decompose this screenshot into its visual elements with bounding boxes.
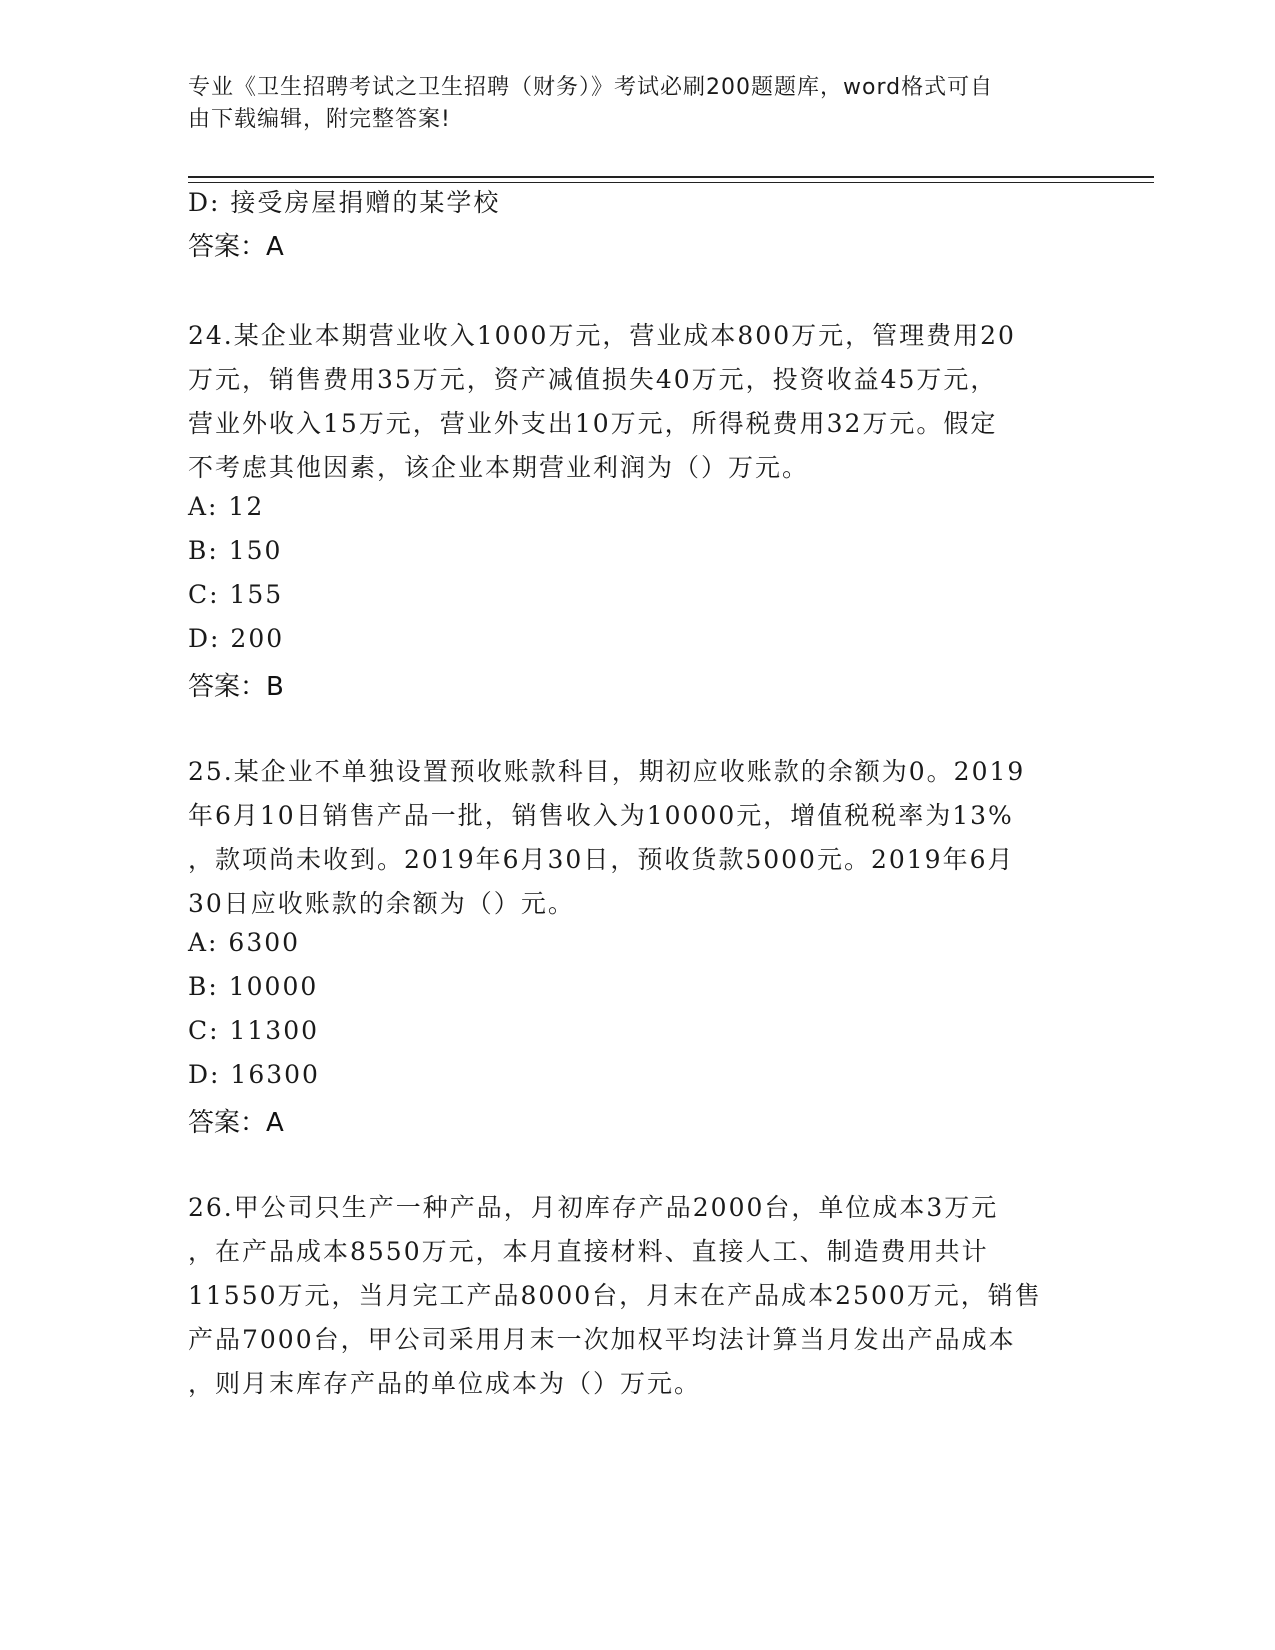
question-stem-line: 年6月10日销售产品一批，销售收入为10000元，增值税税率为13% [188,801,1014,830]
prev-question-answer: 答案：A [188,232,284,262]
header-divider-thick [188,176,1154,178]
question-stem-line: 营业外收入15万元，营业外支出10万元，所得税费用32万元。假定 [188,409,998,438]
option-b: B: 150 [188,536,283,565]
prev-question-option-d: D: 接受房屋捐赠的某学校 [188,188,501,217]
option-a: A: 12 [188,492,265,521]
header-divider-thin [188,182,1154,183]
question-stem-line: 不考虑其他因素，该企业本期营业利润为（）万元。 [188,453,810,482]
question-stem-line: 产品7000台，甲公司采用月末一次加权平均法计算当月发出产品成本 [188,1325,1016,1354]
question-stem-line: 11550万元，当月完工产品8000台，月末在产品成本2500万元，销售 [188,1281,1042,1310]
answer: 答案：B [188,672,284,702]
question-stem-line: ，在产品成本8550万元，本月直接材料、直接人工、制造费用共计 [188,1237,989,1266]
document-header [188,72,1068,136]
header-line-1: 专业《卫生招聘考试之卫生招聘（财务）》考试必刷200题题库，word格式可自 [188,75,994,100]
question-stem-line: 24.某企业本期营业收入1000万元，营业成本800万元，管理费用20 [188,321,1016,350]
question-stem-line: ，则月末库存产品的单位成本为（）万元。 [188,1369,702,1398]
option-d: D: 16300 [188,1060,320,1089]
question-stem-line: 万元，销售费用35万元，资产减值损失40万元，投资收益45万元， [188,365,998,394]
answer: 答案：A [188,1108,284,1138]
question-stem-line: ，款项尚未收到。2019年6月30日，预收货款5000元。2019年6月 [188,845,1015,874]
header-line-2: 由下载编辑，附完整答案! [188,107,451,132]
option-d: D: 200 [188,624,285,653]
option-c: C: 11300 [188,1016,320,1045]
question-stem-line: 25.某企业不单独设置预收账款科目，期初应收账款的余额为0。2019 [188,757,1026,786]
option-c: C: 155 [188,580,284,609]
option-b: B: 10000 [188,972,319,1001]
option-a: A: 6300 [188,928,301,957]
question-stem-line: 26.甲公司只生产一种产品，月初库存产品2000台，单位成本3万元 [188,1193,999,1222]
question-stem-line: 30日应收账款的余额为（）元。 [188,889,575,918]
